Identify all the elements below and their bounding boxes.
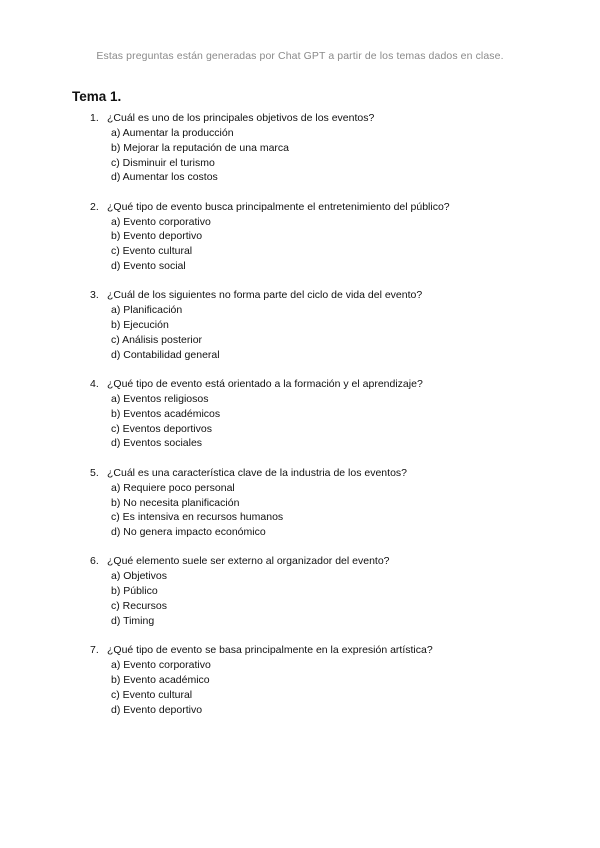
question-line [0, 643, 600, 658]
answer-option: a) Evento corporativo [111, 659, 211, 672]
section-title: Tema 1. [72, 89, 122, 104]
answer-option: d) Evento deportivo [111, 703, 203, 716]
answer-option: a) Eventos religiosos [111, 393, 209, 406]
answer-option: a) Evento corporativo [111, 215, 211, 228]
header-note: Estas preguntas están generadas por Chat GPT a partir de los temas dados en clase. [96, 50, 504, 62]
question-number: 3. [90, 289, 99, 302]
answer-option: d) Evento social [111, 260, 186, 273]
question-text: ¿Qué elemento suele ser externo al organizador del evento? [107, 555, 390, 568]
question-item [0, 288, 600, 362]
answer-option: c) Es intensiva en recursos humanos [111, 511, 284, 524]
answer-option: a) Objetivos [111, 570, 168, 583]
answer-option: c) Eventos deportivos [111, 422, 212, 435]
answer-option: c) Recursos [111, 600, 168, 613]
question-number: 5. [90, 466, 99, 479]
answer-option: d) No genera impacto económico [111, 526, 266, 539]
question-item [0, 643, 600, 717]
question-number: 6. [90, 555, 99, 568]
question-number: 2. [90, 200, 99, 213]
question-number: 1. [90, 112, 99, 124]
answer-option: b) Público [111, 585, 158, 598]
option-list [0, 126, 600, 185]
answer-option: c) Evento cultural [111, 245, 193, 258]
option-list [0, 658, 600, 717]
question-text: ¿Qué tipo de evento busca principalmente el entretenimiento del público? [107, 200, 450, 213]
answer-option: b) Mejorar la reputación de una marca [111, 141, 290, 154]
option-list [0, 215, 600, 274]
option-list [0, 569, 600, 628]
question-item [0, 554, 600, 628]
question-text: ¿Cuál de los siguientes no forma parte del ciclo de vida del evento? [107, 289, 423, 302]
option-list [0, 481, 600, 540]
answer-option: d) Aumentar los costos [111, 171, 218, 184]
question-line [0, 200, 600, 215]
answer-option: b) Evento deportivo [111, 230, 203, 243]
question-item [0, 377, 600, 451]
option-list [0, 303, 600, 362]
answer-option: b) No necesita planificación [111, 496, 240, 509]
answer-option: a) Aumentar la producción [111, 127, 234, 139]
question-list [0, 111, 600, 732]
answer-option: c) Evento cultural [111, 688, 193, 701]
answer-option: c) Análisis posterior [111, 333, 203, 346]
option-list [0, 392, 600, 451]
question-text: ¿Cuál es uno de los principales objetivos de los eventos? [107, 112, 375, 124]
answer-option: b) Evento académico [111, 673, 210, 686]
answer-option: d) Contabilidad general [111, 348, 220, 361]
question-line [0, 466, 600, 481]
question-line [0, 111, 600, 126]
answer-option: b) Ejecución [111, 319, 169, 332]
answer-option: d) Timing [111, 614, 155, 627]
question-number: 7. [90, 644, 99, 657]
question-number: 4. [90, 378, 99, 391]
question-line [0, 288, 600, 303]
question-text: ¿Qué tipo de evento está orientado a la formación y el aprendizaje? [107, 378, 423, 391]
question-text: ¿Qué tipo de evento se basa principalmente en la expresión artística? [107, 644, 433, 657]
question-item [0, 200, 600, 274]
question-text: ¿Cuál es una característica clave de la industria de los eventos? [107, 466, 407, 479]
answer-option: a) Requiere poco personal [111, 481, 235, 494]
answer-option: a) Planificación [111, 304, 183, 317]
answer-option: c) Disminuir el turismo [111, 156, 215, 169]
question-item [0, 111, 600, 185]
question-line [0, 554, 600, 569]
answer-option: d) Eventos sociales [111, 437, 203, 450]
question-item [0, 466, 600, 540]
question-line [0, 377, 600, 392]
answer-option: b) Eventos académicos [111, 407, 221, 420]
